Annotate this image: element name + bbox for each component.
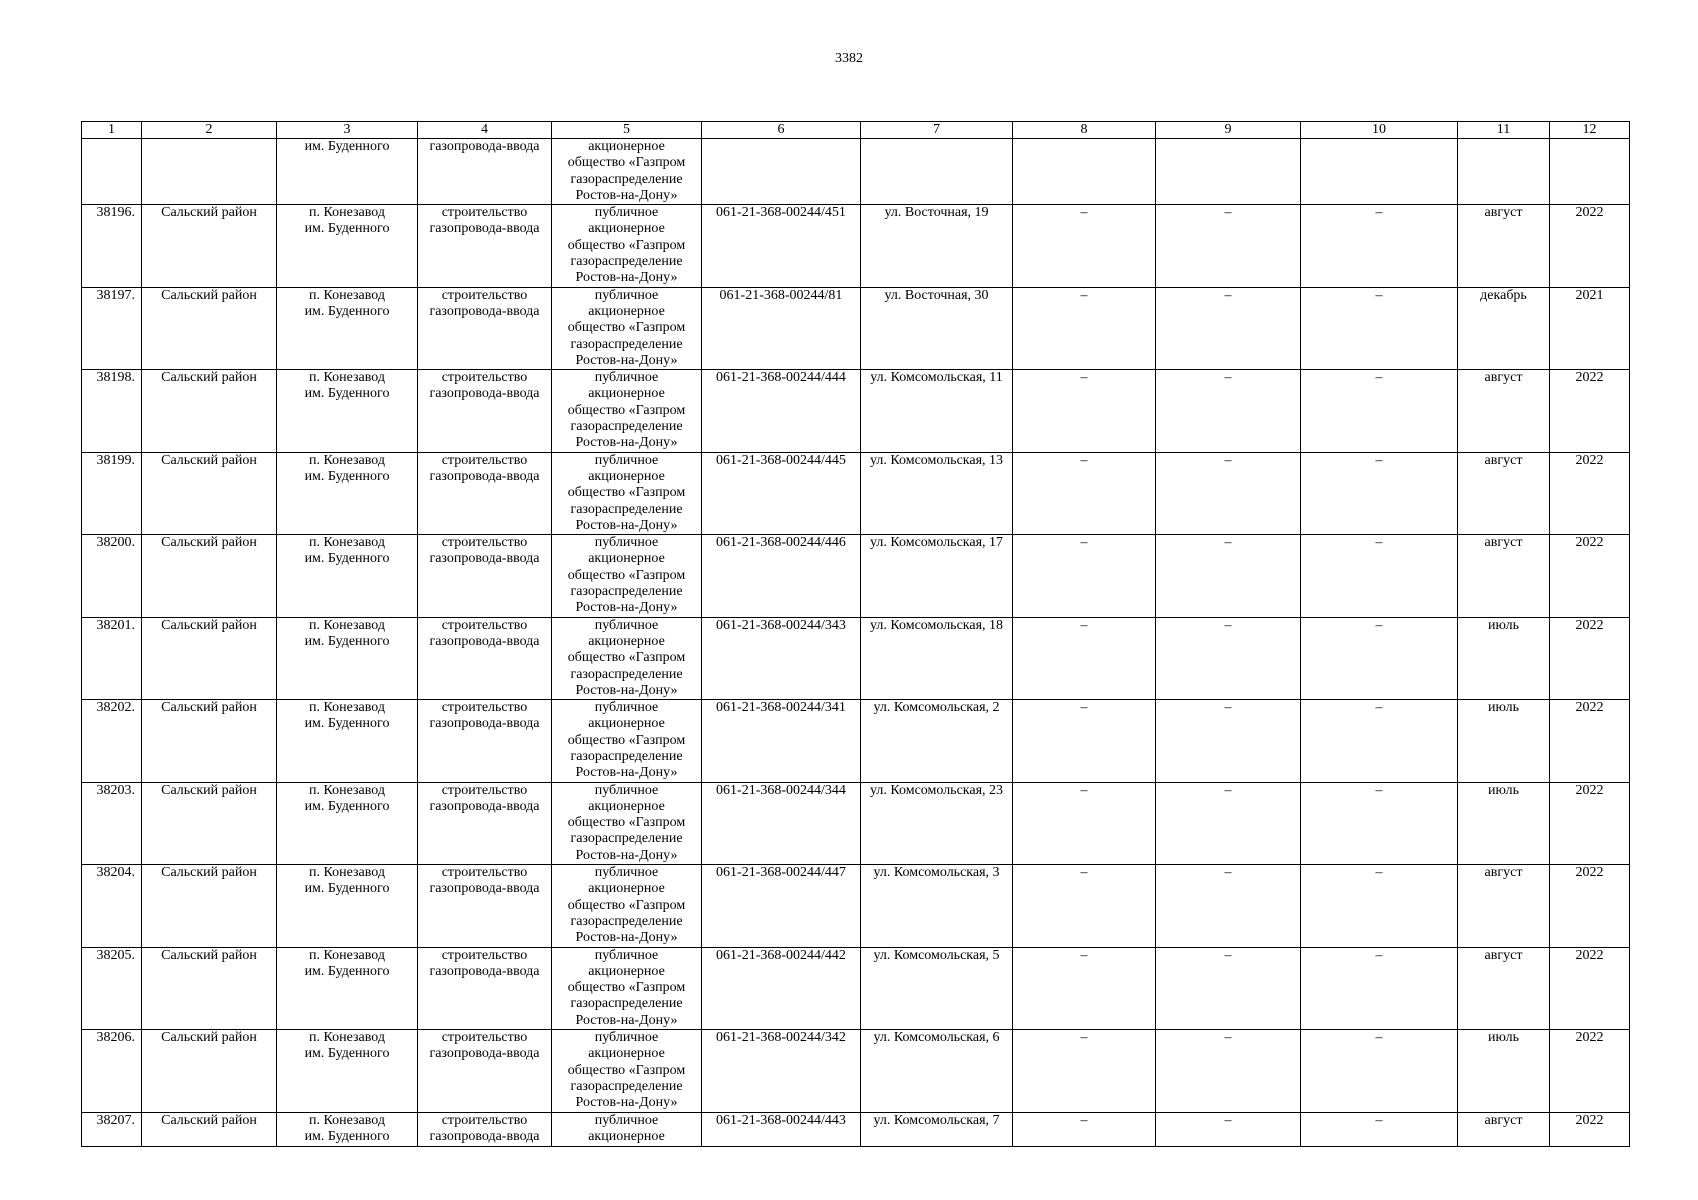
cell-line: газораспределение (570, 336, 683, 352)
column-header: 1 (82, 122, 142, 139)
cell-owner (552, 452, 702, 534)
cell-line: п. Конезавод (309, 617, 385, 633)
cell-col8: – (1013, 287, 1156, 369)
cell-line: п. Конезавод (309, 370, 385, 386)
cell-number (82, 139, 142, 205)
cell-number: 38200. (82, 535, 142, 617)
cell-work (418, 139, 552, 205)
cell-month: июль (1458, 1030, 1550, 1112)
cell-district: Сальский район (142, 535, 277, 617)
cell-line: газопровода-ввода (429, 633, 540, 649)
cell-number: 38206. (82, 1030, 142, 1112)
cell-col8: – (1013, 370, 1156, 452)
cell-col10 (1301, 139, 1458, 205)
cell-line: строительство (441, 205, 528, 221)
cell-line: им. Буденного (304, 963, 390, 979)
cell-line: газопровода-ввода (429, 881, 540, 897)
cell-month: август (1458, 205, 1550, 287)
cell-line: газораспределение (570, 748, 683, 764)
cell-line: строительство (441, 700, 528, 716)
cell-work (418, 1030, 552, 1112)
cell-col8 (1013, 139, 1156, 205)
cell-line: им. Буденного (304, 221, 390, 237)
cell-code (702, 139, 861, 205)
cell-line: строительство (441, 947, 528, 963)
cell-col8: – (1013, 782, 1156, 864)
cell-line: общество «Газпром (567, 650, 686, 666)
cell-line: Ростов-на-Дону» (575, 1012, 678, 1028)
cell-month (1458, 139, 1550, 205)
registry-table (81, 121, 1630, 1147)
cell-line: акционерное (588, 881, 665, 897)
table-row (82, 1030, 1630, 1112)
cell-line: публичное (594, 1112, 659, 1128)
cell-settlement (277, 1030, 418, 1112)
cell-settlement (277, 865, 418, 947)
column-header: 8 (1013, 122, 1156, 139)
cell-owner (552, 1112, 702, 1146)
cell-year: 2022 (1550, 782, 1630, 864)
cell-district: Сальский район (142, 1112, 277, 1146)
column-header: 11 (1458, 122, 1550, 139)
cell-line: им. Буденного (304, 386, 390, 402)
cell-district: Сальский район (142, 370, 277, 452)
cell-line: общество «Газпром (567, 567, 686, 583)
cell-settlement (277, 452, 418, 534)
cell-owner (552, 782, 702, 864)
cell-work (418, 452, 552, 534)
cell-code: 061-21-368-00244/451 (702, 205, 861, 287)
cell-col9: – (1156, 617, 1301, 699)
cell-owner (552, 287, 702, 369)
cell-col8: – (1013, 865, 1156, 947)
cell-number: 38196. (82, 205, 142, 287)
cell-col9: – (1156, 700, 1301, 782)
cell-work (418, 287, 552, 369)
cell-line: акционерное (588, 963, 665, 979)
cell-col10: – (1301, 452, 1458, 534)
cell-line: публичное (594, 782, 659, 798)
column-header: 9 (1156, 122, 1301, 139)
cell-number: 38201. (82, 617, 142, 699)
cell-line: газопровода-ввода (429, 1128, 540, 1144)
cell-work (418, 865, 552, 947)
cell-col10: – (1301, 617, 1458, 699)
cell-line: газораспределение (570, 501, 683, 517)
cell-line: строительство (441, 865, 528, 881)
cell-col8: – (1013, 947, 1156, 1029)
cell-line: Ростов-на-Дону» (575, 600, 678, 616)
cell-line: им. Буденного (304, 139, 390, 154)
cell-col8: – (1013, 1030, 1156, 1112)
cell-line: общество «Газпром (567, 155, 686, 171)
cell-line: акционерное (588, 633, 665, 649)
cell-line: газопровода-ввода (429, 963, 540, 979)
page-number: 3382 (835, 51, 863, 66)
cell-line: строительство (441, 535, 528, 551)
cell-line: газопровода-ввода (429, 139, 540, 154)
cell-line: акционерное (588, 303, 665, 319)
cell-line: п. Конезавод (309, 535, 385, 551)
cell-address (861, 139, 1013, 205)
cell-col10: – (1301, 1030, 1458, 1112)
cell-line: п. Конезавод (309, 700, 385, 716)
cell-line: п. Конезавод (309, 287, 385, 303)
cell-line: акционерное (588, 798, 665, 814)
cell-line: общество «Газпром (567, 1062, 686, 1078)
cell-work (418, 370, 552, 452)
cell-col10: – (1301, 287, 1458, 369)
cell-address: ул. Комсомольская, 2 (861, 700, 1013, 782)
cell-code: 061-21-368-00244/342 (702, 1030, 861, 1112)
cell-settlement (277, 205, 418, 287)
cell-number: 38205. (82, 947, 142, 1029)
cell-year: 2022 (1550, 1030, 1630, 1112)
cell-address: ул. Комсомольская, 5 (861, 947, 1013, 1029)
table-row (82, 370, 1630, 452)
cell-work (418, 205, 552, 287)
column-header: 12 (1550, 122, 1630, 139)
cell-line: строительство (441, 1112, 528, 1128)
cell-col9: – (1156, 947, 1301, 1029)
cell-line: публичное (594, 865, 659, 881)
column-number-row (82, 122, 1630, 139)
cell-line: общество «Газпром (567, 897, 686, 913)
cell-line: акционерное (588, 221, 665, 237)
cell-code: 061-21-368-00244/81 (702, 287, 861, 369)
cell-address: ул. Комсомольская, 13 (861, 452, 1013, 534)
cell-line: Ростов-на-Дону» (575, 930, 678, 946)
cell-line: общество «Газпром (567, 320, 686, 336)
cell-district (142, 139, 277, 205)
cell-owner (552, 617, 702, 699)
column-header: 4 (418, 122, 552, 139)
cell-line: Ростов-на-Дону» (575, 435, 678, 451)
cell-address: ул. Восточная, 19 (861, 205, 1013, 287)
cell-number: 38198. (82, 370, 142, 452)
cell-settlement (277, 947, 418, 1029)
cell-line: строительство (441, 617, 528, 633)
cell-owner (552, 1030, 702, 1112)
cell-line: строительство (441, 782, 528, 798)
cell-col9: – (1156, 205, 1301, 287)
cell-month: август (1458, 1112, 1550, 1146)
cell-year: 2022 (1550, 617, 1630, 699)
cell-col9: – (1156, 1112, 1301, 1146)
cell-line: п. Конезавод (309, 1030, 385, 1046)
cell-settlement (277, 617, 418, 699)
cell-number: 38199. (82, 452, 142, 534)
column-header: 5 (552, 122, 702, 139)
table-row (82, 700, 1630, 782)
cell-line: газораспределение (570, 419, 683, 435)
cell-work (418, 947, 552, 1029)
cell-line: п. Конезавод (309, 205, 385, 221)
cell-line: публичное (594, 287, 659, 303)
cell-month: июль (1458, 700, 1550, 782)
cell-col9: – (1156, 1030, 1301, 1112)
cell-address: ул. Комсомольская, 7 (861, 1112, 1013, 1146)
cell-address: ул. Комсомольская, 17 (861, 535, 1013, 617)
cell-line: газораспределение (570, 171, 683, 187)
column-header: 6 (702, 122, 861, 139)
cell-number: 38204. (82, 865, 142, 947)
cell-line: акционерное (588, 716, 665, 732)
cell-month: декабрь (1458, 287, 1550, 369)
cell-col10: – (1301, 205, 1458, 287)
cell-work (418, 617, 552, 699)
cell-district: Сальский район (142, 865, 277, 947)
cell-col10: – (1301, 535, 1458, 617)
cell-code: 061-21-368-00244/341 (702, 700, 861, 782)
cell-address: ул. Восточная, 30 (861, 287, 1013, 369)
cell-line: им. Буденного (304, 1128, 390, 1144)
cell-col9: – (1156, 782, 1301, 864)
cell-year: 2022 (1550, 535, 1630, 617)
cell-code: 061-21-368-00244/445 (702, 452, 861, 534)
cell-line: общество «Газпром (567, 980, 686, 996)
cell-district: Сальский район (142, 452, 277, 534)
cell-year: 2022 (1550, 947, 1630, 1029)
cell-code: 061-21-368-00244/446 (702, 535, 861, 617)
column-header: 2 (142, 122, 277, 139)
cell-month: август (1458, 947, 1550, 1029)
cell-col10: – (1301, 947, 1458, 1029)
cell-line: п. Конезавод (309, 1112, 385, 1128)
cell-line: им. Буденного (304, 716, 390, 732)
cell-settlement (277, 535, 418, 617)
cell-line: им. Буденного (304, 881, 390, 897)
cell-line: общество «Газпром (567, 732, 686, 748)
cell-line: строительство (441, 370, 528, 386)
cell-line: газораспределение (570, 666, 683, 682)
column-header: 7 (861, 122, 1013, 139)
table-row (82, 947, 1630, 1029)
cell-year (1550, 139, 1630, 205)
cell-line: им. Буденного (304, 551, 390, 567)
cell-line: газопровода-ввода (429, 798, 540, 814)
cell-month: август (1458, 452, 1550, 534)
cell-col9: – (1156, 535, 1301, 617)
cell-col8: – (1013, 452, 1156, 534)
cell-settlement (277, 287, 418, 369)
cell-line: им. Буденного (304, 303, 390, 319)
cell-line: общество «Газпром (567, 402, 686, 418)
cell-code: 061-21-368-00244/443 (702, 1112, 861, 1146)
cell-line: Ростов-на-Дону» (575, 682, 678, 698)
cell-number: 38197. (82, 287, 142, 369)
cell-col8: – (1013, 205, 1156, 287)
cell-line: Ростов-на-Дону» (575, 352, 678, 368)
cell-line: Ростов-на-Дону» (575, 1095, 678, 1111)
table-row (82, 782, 1630, 864)
cell-col10: – (1301, 370, 1458, 452)
cell-address: ул. Комсомольская, 18 (861, 617, 1013, 699)
cell-number: 38207. (82, 1112, 142, 1146)
cell-line: публичное (594, 947, 659, 963)
cell-district: Сальский район (142, 287, 277, 369)
cell-month: июль (1458, 782, 1550, 864)
cell-col9: – (1156, 865, 1301, 947)
cell-work (418, 535, 552, 617)
cell-col10: – (1301, 782, 1458, 864)
cell-line: акционерное (588, 1046, 665, 1062)
cell-district: Сальский район (142, 700, 277, 782)
cell-line: Ростов-на-Дону» (575, 517, 678, 533)
cell-settlement (277, 1112, 418, 1146)
table-row (82, 452, 1630, 534)
cell-owner (552, 865, 702, 947)
cell-owner (552, 535, 702, 617)
cell-line: п. Конезавод (309, 865, 385, 881)
cell-col10: – (1301, 865, 1458, 947)
cell-line: им. Буденного (304, 798, 390, 814)
cell-district: Сальский район (142, 1030, 277, 1112)
cell-line: акционерное (588, 551, 665, 567)
cell-line: общество «Газпром (567, 485, 686, 501)
cell-line: публичное (594, 700, 659, 716)
cell-year: 2022 (1550, 865, 1630, 947)
cell-year: 2022 (1550, 700, 1630, 782)
cell-line: публичное (594, 1030, 659, 1046)
cell-line: п. Конезавод (309, 452, 385, 468)
cell-address: ул. Комсомольская, 3 (861, 865, 1013, 947)
cell-month: август (1458, 370, 1550, 452)
cell-col8: – (1013, 700, 1156, 782)
table-row (82, 205, 1630, 287)
cell-code: 061-21-368-00244/344 (702, 782, 861, 864)
cell-line: им. Буденного (304, 633, 390, 649)
cell-district: Сальский район (142, 205, 277, 287)
cell-line: п. Конезавод (309, 782, 385, 798)
cell-line: строительство (441, 452, 528, 468)
cell-col9: – (1156, 370, 1301, 452)
cell-year: 2022 (1550, 452, 1630, 534)
cell-line: газораспределение (570, 1078, 683, 1094)
cell-line: публичное (594, 617, 659, 633)
cell-year: 2021 (1550, 287, 1630, 369)
cell-number: 38203. (82, 782, 142, 864)
cell-line: Ростов-на-Дону» (575, 847, 678, 863)
cell-line: акционерное (588, 139, 665, 154)
cell-col10: – (1301, 1112, 1458, 1146)
cell-col8: – (1013, 617, 1156, 699)
cell-address: ул. Комсомольская, 6 (861, 1030, 1013, 1112)
cell-district: Сальский район (142, 617, 277, 699)
cell-year: 2022 (1550, 370, 1630, 452)
cell-code: 061-21-368-00244/343 (702, 617, 861, 699)
cell-year: 2022 (1550, 205, 1630, 287)
cell-line: им. Буденного (304, 468, 390, 484)
cell-col8: – (1013, 1112, 1156, 1146)
cell-settlement (277, 139, 418, 205)
cell-line: газораспределение (570, 254, 683, 270)
cell-line: общество «Газпром (567, 815, 686, 831)
cell-col9: – (1156, 452, 1301, 534)
cell-settlement (277, 370, 418, 452)
cell-work (418, 700, 552, 782)
table-row (82, 617, 1630, 699)
cell-owner (552, 205, 702, 287)
cell-line: Ростов-на-Дону» (575, 270, 678, 286)
table-row (82, 535, 1630, 617)
cell-line: газопровода-ввода (429, 303, 540, 319)
cell-owner (552, 700, 702, 782)
cell-col8: – (1013, 535, 1156, 617)
cell-month: август (1458, 535, 1550, 617)
cell-line: п. Конезавод (309, 947, 385, 963)
cell-col9: – (1156, 287, 1301, 369)
cell-work (418, 782, 552, 864)
cell-settlement (277, 782, 418, 864)
cell-line: акционерное (588, 1128, 665, 1144)
cell-month: июль (1458, 617, 1550, 699)
table-row (82, 287, 1630, 369)
continuation-row (82, 139, 1630, 205)
cell-owner (552, 139, 702, 205)
cell-district: Сальский район (142, 782, 277, 864)
cell-line: акционерное (588, 468, 665, 484)
cell-line: строительство (441, 1030, 528, 1046)
cell-address: ул. Комсомольская, 23 (861, 782, 1013, 864)
cell-line: газораспределение (570, 996, 683, 1012)
cell-code: 061-21-368-00244/442 (702, 947, 861, 1029)
cell-address: ул. Комсомольская, 11 (861, 370, 1013, 452)
cell-line: строительство (441, 287, 528, 303)
cell-code: 061-21-368-00244/447 (702, 865, 861, 947)
cell-number: 38202. (82, 700, 142, 782)
cell-work (418, 1112, 552, 1146)
cell-col9 (1156, 139, 1301, 205)
column-header: 3 (277, 122, 418, 139)
cell-line: газораспределение (570, 831, 683, 847)
cell-line: публичное (594, 535, 659, 551)
cell-owner (552, 370, 702, 452)
cell-owner (552, 947, 702, 1029)
cell-line: акционерное (588, 386, 665, 402)
cell-line: газопровода-ввода (429, 468, 540, 484)
cell-line: газопровода-ввода (429, 1046, 540, 1062)
cell-line: газораспределение (570, 584, 683, 600)
cell-line: общество «Газпром (567, 237, 686, 253)
cell-line: газораспределение (570, 913, 683, 929)
cell-line: Ростов-на-Дону» (575, 187, 678, 203)
cell-year: 2022 (1550, 1112, 1630, 1146)
cell-line: Ростов-на-Дону» (575, 765, 678, 781)
cell-col10: – (1301, 700, 1458, 782)
table-row (82, 1112, 1630, 1146)
cell-line: газопровода-ввода (429, 716, 540, 732)
cell-line: публичное (594, 205, 659, 221)
cell-district: Сальский район (142, 947, 277, 1029)
cell-line: газопровода-ввода (429, 386, 540, 402)
cell-line: им. Буденного (304, 1046, 390, 1062)
cell-line: публичное (594, 370, 659, 386)
cell-month: август (1458, 865, 1550, 947)
cell-line: газопровода-ввода (429, 551, 540, 567)
table-row (82, 865, 1630, 947)
cell-settlement (277, 700, 418, 782)
column-header: 10 (1301, 122, 1458, 139)
cell-line: публичное (594, 452, 659, 468)
cell-line: газопровода-ввода (429, 221, 540, 237)
cell-code: 061-21-368-00244/444 (702, 370, 861, 452)
